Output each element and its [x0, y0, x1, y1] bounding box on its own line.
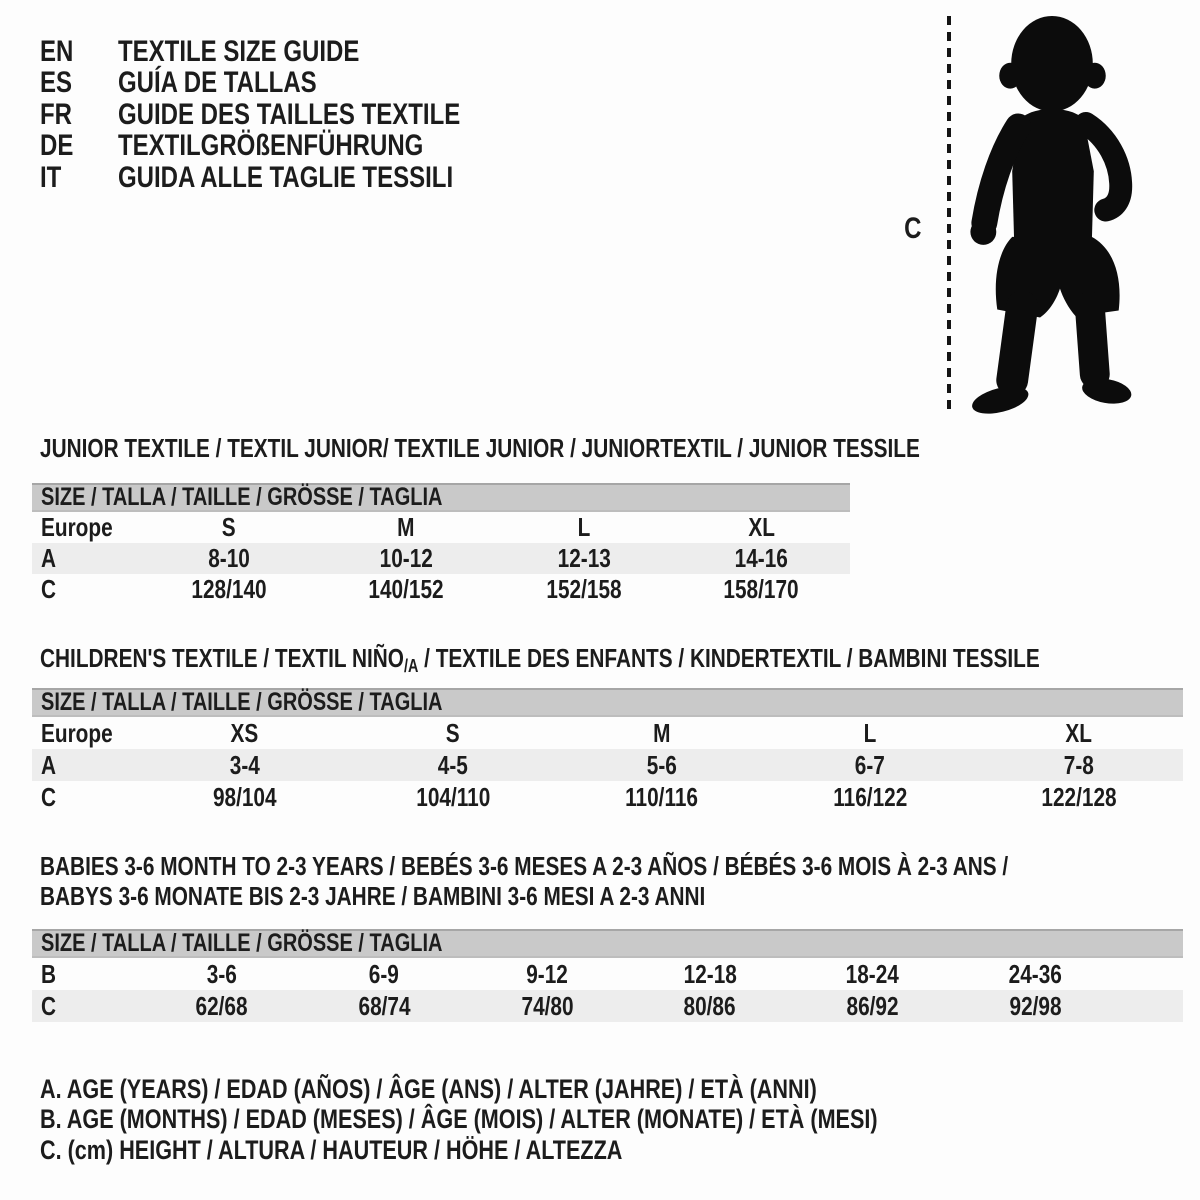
- age-cell: 10-12: [379, 543, 433, 573]
- age-cell: 4-5: [437, 749, 468, 780]
- height-cell: 122/128: [1041, 781, 1117, 812]
- height-cell: 92/98: [1009, 990, 1062, 1021]
- lang-title-en: TEXTILE SIZE GUIDE: [118, 34, 360, 68]
- lang-title-fr: GUIDE DES TAILLES TEXTILE: [118, 97, 461, 131]
- babies-size-header-text: SIZE / TALLA / TAILLE / GRÖSSE / TAGLIA: [41, 929, 443, 957]
- age-cell: 7-8: [1063, 749, 1094, 780]
- months-cell: 9-12: [526, 958, 568, 989]
- language-title-list: [40, 36, 546, 194]
- height-cell: 104/110: [415, 781, 490, 812]
- lang-title-es: GUÍA DE TALLAS: [118, 66, 317, 100]
- height-measure-label: C: [904, 212, 922, 245]
- legend-footnotes: [40, 1074, 1087, 1166]
- footnote-age-years: A. AGE (YEARS) / EDAD (AÑOS) / ÂGE (ANS) / ALTER (JAHRE) / ETÀ (ANNI): [40, 1073, 817, 1104]
- lang-code-en: EN: [40, 34, 74, 68]
- age-cell: 12-13: [557, 543, 611, 573]
- age-cell: 14-16: [734, 543, 788, 573]
- height-measure-dashed-line: [947, 16, 951, 416]
- children-row-europe: [32, 717, 1183, 749]
- junior-section-title-text: JUNIOR TEXTILE / TEXTIL JUNIOR/ TEXTILE JUNIOR / JUNIORTEXTIL / JUNIOR TESSILE: [40, 433, 920, 463]
- months-cell: 18-24: [846, 958, 900, 989]
- babies-section-title: [40, 851, 1200, 911]
- height-cell: 152/158: [546, 574, 622, 604]
- lang-row-en: [40, 36, 546, 68]
- babies-title-line2: BABYS 3-6 MONATE BIS 2-3 JAHRE / BAMBINI 3-6 MESI A 2-3 ANNI: [40, 881, 706, 911]
- row-label: Europe: [41, 512, 113, 542]
- size-cell: XL: [747, 512, 775, 542]
- height-cell: 74/80: [521, 990, 574, 1021]
- age-cell: 3-4: [229, 749, 260, 780]
- months-cell: 6-9: [369, 958, 400, 989]
- height-cell: 62/68: [195, 990, 248, 1021]
- lang-code-de: DE: [40, 129, 74, 163]
- months-cell: 3-6: [206, 958, 237, 989]
- junior-row-height: [32, 574, 850, 605]
- children-section-title-text: CHILDREN'S TEXTILE / TEXTIL $NIÑO_{/A}$ / TEXTILE DES ENFANTS / KINDERTEXTIL / BAMBINI TESSILE: [40, 643, 1040, 676]
- children-section-title: [40, 643, 1200, 677]
- height-cell: 86/92: [846, 990, 899, 1021]
- size-cell: XL: [1065, 717, 1092, 748]
- lang-row-it: [40, 162, 546, 194]
- junior-size-table: [32, 483, 850, 605]
- row-label: C: [41, 574, 57, 604]
- age-cell: 6-7: [855, 749, 886, 780]
- babies-size-header-bar: [32, 929, 1183, 958]
- lang-title-it: GUIDA ALLE TAGLIE TESSILI: [118, 160, 454, 194]
- junior-section-title: [40, 433, 1140, 464]
- size-cell: M: [397, 512, 415, 542]
- toddler-silhouette-icon: [962, 12, 1142, 420]
- height-cell: 110/116: [625, 781, 698, 812]
- junior-size-header-text: SIZE / TALLA / TAILLE / GRÖSSE / TAGLIA: [41, 483, 443, 511]
- height-cell: 158/170: [723, 574, 799, 604]
- babies-size-table: [32, 929, 1183, 1022]
- height-cell: 140/152: [368, 574, 444, 604]
- size-cell: L: [577, 512, 591, 542]
- children-row-height: [32, 781, 1183, 813]
- nino-a-subscript: /A: [403, 656, 419, 676]
- size-cell: L: [863, 717, 877, 748]
- lang-code-fr: FR: [40, 97, 72, 131]
- height-cell: 98/104: [212, 781, 277, 812]
- size-cell: S: [221, 512, 236, 542]
- months-cell: 24-36: [1008, 958, 1063, 989]
- age-cell: 8-10: [207, 543, 250, 573]
- row-label: A: [41, 543, 57, 573]
- lang-code-es: ES: [40, 66, 73, 100]
- children-size-header-bar: [32, 688, 1183, 717]
- age-cell: 5-6: [646, 749, 677, 780]
- junior-row-age: [32, 543, 850, 574]
- height-cell: 68/74: [358, 990, 411, 1021]
- height-cell: 128/140: [191, 574, 267, 604]
- row-label: C: [41, 781, 57, 812]
- children-row-age: [32, 749, 1183, 781]
- babies-title-line1: BABIES 3-6 MONTH TO 2-3 YEARS / BEBÉS 3-6 MESES A 2-3 AÑOS / BÉBÉS 3-6 MOIS À 2-3 ANS /: [40, 851, 1009, 881]
- row-label: Europe: [41, 717, 113, 748]
- row-label: C: [41, 990, 57, 1021]
- children-size-table: [32, 688, 1183, 813]
- row-label: B: [41, 958, 57, 989]
- size-cell: XS: [230, 717, 259, 748]
- footnote-age-months: B. AGE (MONTHS) / EDAD (MESES) / ÂGE (MOIS) / ALTER (MONATE) / ETÀ (MESI): [40, 1104, 878, 1135]
- babies-row-height: [32, 990, 1183, 1022]
- babies-row-months: [32, 958, 1183, 990]
- height-cell: 80/86: [683, 990, 736, 1021]
- lang-code-it: IT: [40, 160, 62, 194]
- children-size-header-text: SIZE / TALLA / TAILLE / GRÖSSE / TAGLIA: [41, 688, 443, 716]
- footnote-height-cm: C. (cm) HEIGHT / ALTURA / HAUTEUR / HÖHE / ALTEZZA: [40, 1134, 623, 1165]
- junior-size-header-bar: [32, 483, 850, 512]
- junior-row-europe: [32, 512, 850, 543]
- months-cell: 12-18: [683, 958, 737, 989]
- lang-row-de: [40, 131, 546, 163]
- size-cell: M: [652, 717, 671, 748]
- size-cell: S: [445, 717, 460, 748]
- row-label: A: [41, 749, 57, 780]
- height-cell: 116/122: [833, 781, 908, 812]
- lang-title-de: TEXTILGRÖßENFÜHRUNG: [118, 129, 424, 163]
- lang-row-fr: [40, 99, 546, 131]
- lang-row-es: [40, 68, 546, 100]
